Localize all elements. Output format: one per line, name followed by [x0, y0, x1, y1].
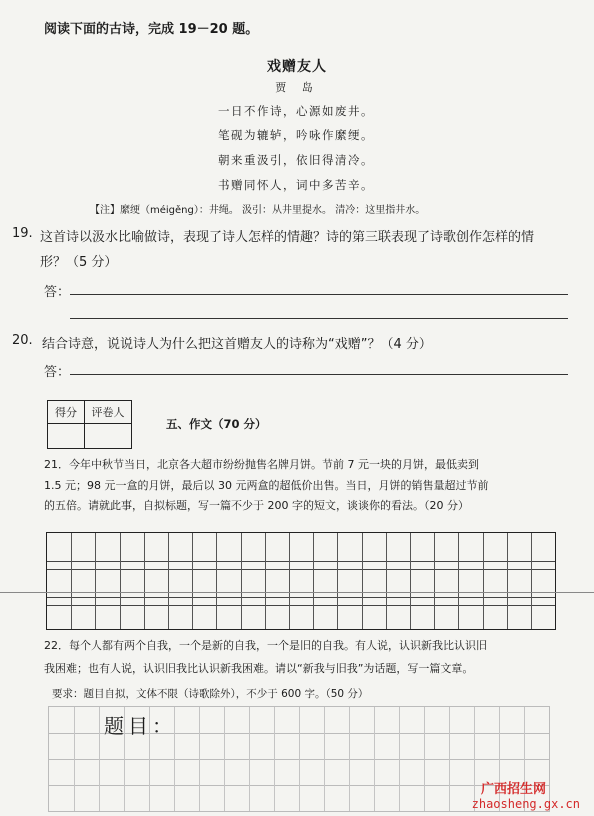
poem-title: 戏赠友人 — [267, 59, 327, 75]
question-20-number: 20. — [12, 333, 33, 348]
question-22-requirements: 要求：题目自拟，文体不限（诗歌除外），不少于 600 字。（50 分） — [52, 688, 369, 700]
answer-line[interactable] — [70, 374, 568, 375]
answer-line[interactable] — [70, 294, 568, 295]
page-fold — [0, 592, 594, 593]
grid-column-line — [299, 707, 300, 811]
essay-title-label: 题目： — [104, 714, 176, 738]
grid-column-line — [199, 707, 200, 811]
grid-column-line — [507, 533, 508, 629]
question-21-text: 21．今年中秋节当日，北京各大超市纷纷抛售名牌月饼。节前 7 元一块的月饼，最低卖到 — [44, 458, 479, 471]
grid-column-line — [458, 533, 459, 629]
grid-column-line — [424, 707, 425, 811]
grid-row-line — [47, 597, 555, 598]
writing-grid[interactable] — [46, 532, 556, 630]
grid-row-line — [47, 605, 555, 606]
grid-column-line — [349, 707, 350, 811]
grid-column-line — [99, 707, 100, 811]
grid-row-line — [47, 561, 555, 562]
grid-column-line — [386, 533, 387, 629]
grid-column-line — [224, 707, 225, 811]
score-box — [47, 400, 132, 449]
answer-line[interactable] — [70, 318, 568, 319]
question-22-text-cont: 我困难；也有人说，认识旧我比认识新我困难。请以“新我与旧我”为话题，写一篇文章。 — [44, 662, 474, 675]
question-19-text: 这首诗以汲水比喻做诗，表现了诗人怎样的情趣？诗的第三联表现了诗歌创作怎样的情 — [40, 230, 535, 245]
grid-column-line — [249, 707, 250, 811]
grid-column-line — [362, 533, 363, 629]
poem-line: 一日不作诗，心源如废井。 — [218, 104, 374, 118]
watermark-url: zhaosheng.gx.cn — [471, 797, 580, 811]
grid-column-line — [95, 533, 96, 629]
grid-column-line — [313, 533, 314, 629]
grid-column-line — [71, 533, 72, 629]
poem-note: 【注】縻绠（méigěng）：井绳。 汲引：从井里提水。 清冷：这里指井水。 — [90, 205, 426, 216]
grid-column-line — [337, 533, 338, 629]
grader-cell[interactable] — [85, 424, 132, 449]
poem-author: 贾 岛 — [275, 81, 319, 94]
grid-column-line — [241, 533, 242, 629]
grid-column-line — [531, 533, 532, 629]
question-21-text-cont: 的五倍。请就此事，自拟标题，写一篇不少于 200 字的短文，谈谈你的看法。（20 分） — [44, 499, 469, 512]
question-19-number: 19. — [12, 226, 33, 241]
grid-column-line — [265, 533, 266, 629]
grid-column-line — [474, 707, 475, 811]
grid-column-line — [289, 533, 290, 629]
answer-label: 答： — [44, 285, 71, 300]
grid-column-line — [374, 707, 375, 811]
grid-column-line — [144, 533, 145, 629]
grid-column-line — [449, 707, 450, 811]
question-20-text: 结合诗意，说说诗人为什么把这首赠友人的诗称为“戏赠”？（4 分） — [42, 337, 432, 352]
grid-column-line — [274, 707, 275, 811]
grid-column-line — [216, 533, 217, 629]
grid-column-line — [324, 707, 325, 811]
watermark-name: 广西招生网 — [480, 782, 546, 797]
poem-line: 笔砚为辘轳，吟咏作縻绠。 — [218, 128, 374, 142]
grid-column-line — [120, 533, 121, 629]
grid-column-line — [434, 533, 435, 629]
score-cell[interactable] — [48, 424, 85, 449]
grid-column-line — [399, 707, 400, 811]
section-heading: 五、作文（70 分） — [166, 417, 267, 431]
poem-line: 朝来重汲引，依旧得清冷。 — [218, 153, 374, 167]
reading-intro: 阅读下面的古诗，完成 19－20 题。 — [44, 22, 259, 37]
grid-column-line — [168, 533, 169, 629]
poem-line: 书赠同怀人，词中多苦辛。 — [218, 178, 374, 192]
grid-column-line — [483, 533, 484, 629]
question-22-text: 22．每个人都有两个自我，一个是新的自我，一个是旧的自我。有人说，认识新我比认识旧 — [44, 639, 487, 652]
grid-column-line — [410, 533, 411, 629]
grid-column-line — [74, 707, 75, 811]
question-21-text-cont: 1.5 元；98 元一盒的月饼，最后以 30 元两盒的超低价出售。当日，月饼的销售量超过节前 — [44, 479, 489, 492]
grader-header: 评卷人 — [85, 401, 132, 424]
answer-label: 答： — [44, 365, 71, 380]
question-19-text-cont: 形？（5 分） — [40, 255, 118, 270]
grid-column-line — [192, 533, 193, 629]
grid-row-line — [47, 569, 555, 570]
score-header: 得分 — [48, 401, 85, 424]
